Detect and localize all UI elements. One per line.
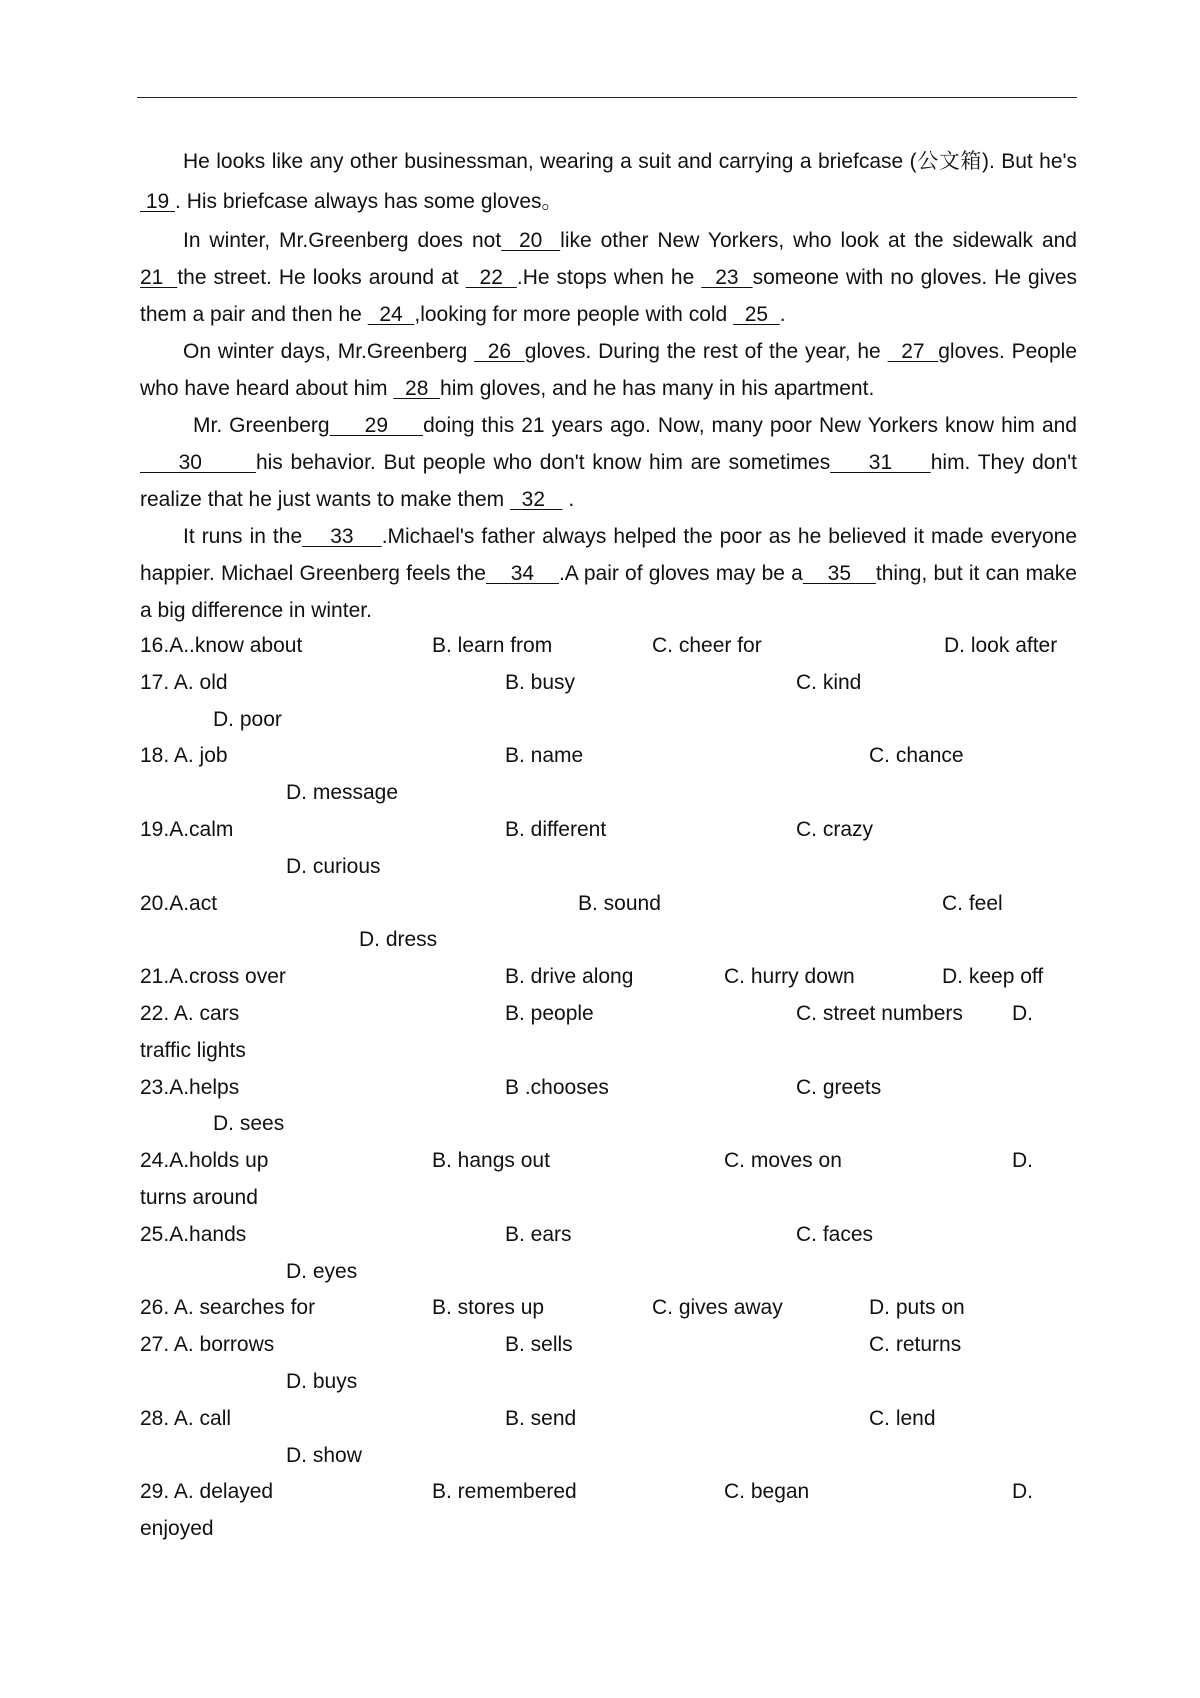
question-29 [140,1474,1080,1511]
option-d2: traffic lights [140,1038,246,1062]
option-c: C. moves on [724,1149,842,1173]
blank-28: 28 [393,377,441,400]
option-b: B. send [505,1406,577,1430]
option-b: B. people [505,1001,594,1025]
option-a: 16.A..know about [140,634,303,657]
blank-19: 19 [140,190,176,213]
option-d: D. [1012,1480,1033,1504]
blank-34: 34 [485,562,559,585]
blank-30: 30 [140,451,256,474]
option-d: D. look after [944,634,1058,657]
blank-24: 24 [367,303,415,326]
question-18 [140,738,1080,775]
paragraph-1: He looks like any other businessman, wearing a suit and carrying a briefcase (公文箱). But he's 19 . His briefcase always has some gloves。 [140,149,1078,213]
question-19 [140,812,1080,849]
option-a: 20.A.act [140,891,218,915]
blank-23: 23 [701,266,753,289]
question-22-continued [140,1033,1080,1070]
option-a: 22. A. cars [140,1001,240,1025]
option-b: B. hangs out [432,1149,550,1173]
option-b: B .chooses [505,1075,609,1099]
option-d: D. [1012,1001,1033,1025]
option-c: C. lend [869,1406,936,1430]
option-d: D. buys [286,1369,358,1393]
option-a: 26. A. searches for [140,1296,316,1320]
option-b: B. ears [505,1222,572,1246]
answer-options [140,628,1080,1548]
option-a: 25.A.hands [140,1222,247,1246]
question-25 [140,1217,1080,1254]
blank-27: 27 [887,340,939,363]
option-b: B. busy [505,670,576,694]
header-rule [137,97,1077,98]
option-d: D. dress [359,928,438,952]
option-a: 23.A.helps [140,1075,240,1099]
option-c: C. hurry down [724,965,855,989]
blank-33: 33 [302,525,382,548]
question-17-continued [140,702,1080,739]
blank-25: 25 [733,303,780,326]
option-d2: enjoyed [140,1517,214,1541]
question-28-continued [140,1438,1080,1475]
question-20 [140,886,1080,923]
question-23-continued [140,1106,1080,1143]
option-a: 17. A. old [140,670,228,694]
question-27 [140,1327,1080,1364]
option-d: D. eyes [286,1259,358,1283]
option-b: B. remembered [432,1480,577,1504]
option-a: 21.A.cross over [140,965,286,989]
option-c: C. street numbers [796,1001,963,1025]
question-18-continued [140,775,1080,812]
option-b: B. sound [578,891,661,915]
option-d: D. curious [286,854,381,878]
option-c: C. faces [796,1222,874,1246]
question-27-continued [140,1364,1080,1401]
option-a: 29. A. delayed [140,1480,274,1504]
blank-21: 21 [140,266,178,289]
question-29-continued [140,1511,1080,1548]
option-c: C. chance [869,744,964,768]
option-b: B. name [505,744,584,768]
question-24-continued [140,1180,1080,1217]
paragraph-2: In winter, Mr.Greenberg does not 20 like other New Yorkers, who look at the sidewalk and 21 the street. He looks around at 22 .He stops when he 23 someone with no gloves. He gives them a pair and then he 24 ,looking for more people with cold 25 . [140,229,1078,326]
option-b: B. drive along [505,965,634,989]
question-22 [140,996,1080,1033]
paragraph-3: On winter days, Mr.Greenberg 26 gloves. During the rest of the year, he 27 gloves. People who have heard about him 28 him gloves, and he has many in his apartment. [140,340,1078,400]
blank-35: 35 [802,562,876,585]
option-c: C. crazy [796,817,874,841]
option-c: C. began [724,1480,810,1504]
question-16 [140,628,1080,665]
blank-29: 29 [329,414,424,437]
option-c: C. feel [942,891,1003,915]
question-20-continued [140,922,1080,959]
option-b: B. different [505,817,607,841]
option-d: D. poor [213,707,282,731]
option-d: D. sees [213,1112,285,1136]
blank-22: 22 [465,266,517,289]
option-a: 27. A. borrows [140,1333,275,1357]
blank-20: 20 [501,229,561,252]
blank-31: 31 [830,451,931,474]
option-b: B. stores up [432,1296,545,1320]
option-d2: turns around [140,1185,258,1209]
option-b: B. learn from [432,634,553,657]
question-21 [140,959,1080,996]
option-c: C. cheer for [652,634,762,657]
option-c: C. gives away [652,1296,783,1320]
paragraph-5: It runs in the 33 .Michael's father always helped the poor as he believed it made everyone happier. Michael Greenberg feels the 34 .A pair of gloves may be a 35 thing, but it can make a big difference in winter. [140,525,1078,622]
option-b: B. sells [505,1333,573,1357]
option-a: 24.A.holds up [140,1149,269,1173]
question-26 [140,1290,1080,1327]
question-24 [140,1143,1080,1180]
question-28 [140,1401,1080,1438]
option-d: D. message [286,781,399,805]
option-d: D. [1012,1149,1033,1173]
option-a: 18. A. job [140,744,228,768]
option-a: 28. A. call [140,1406,232,1430]
option-d: D. show [286,1443,362,1467]
option-c: C. kind [796,670,862,694]
question-19-continued [140,849,1080,886]
question-25-continued [140,1254,1080,1291]
blank-26: 26 [474,340,525,363]
blank-32: 32 [510,488,563,511]
question-17 [140,665,1080,702]
question-23 [140,1070,1080,1107]
option-c: C. greets [796,1075,882,1099]
option-d: D. keep off [942,965,1044,989]
option-c: C. returns [869,1333,962,1357]
option-d: D. puts on [869,1296,965,1320]
paragraph-4: Mr. Greenberg 29 doing this 21 years ago. Now, many poor New Yorkers know him and 30 his behavior. But people who don't know him are sometimes 31 him. They don't realize that he just wants to make them 32 . [140,414,1078,511]
option-a: 19.A.calm [140,817,234,841]
